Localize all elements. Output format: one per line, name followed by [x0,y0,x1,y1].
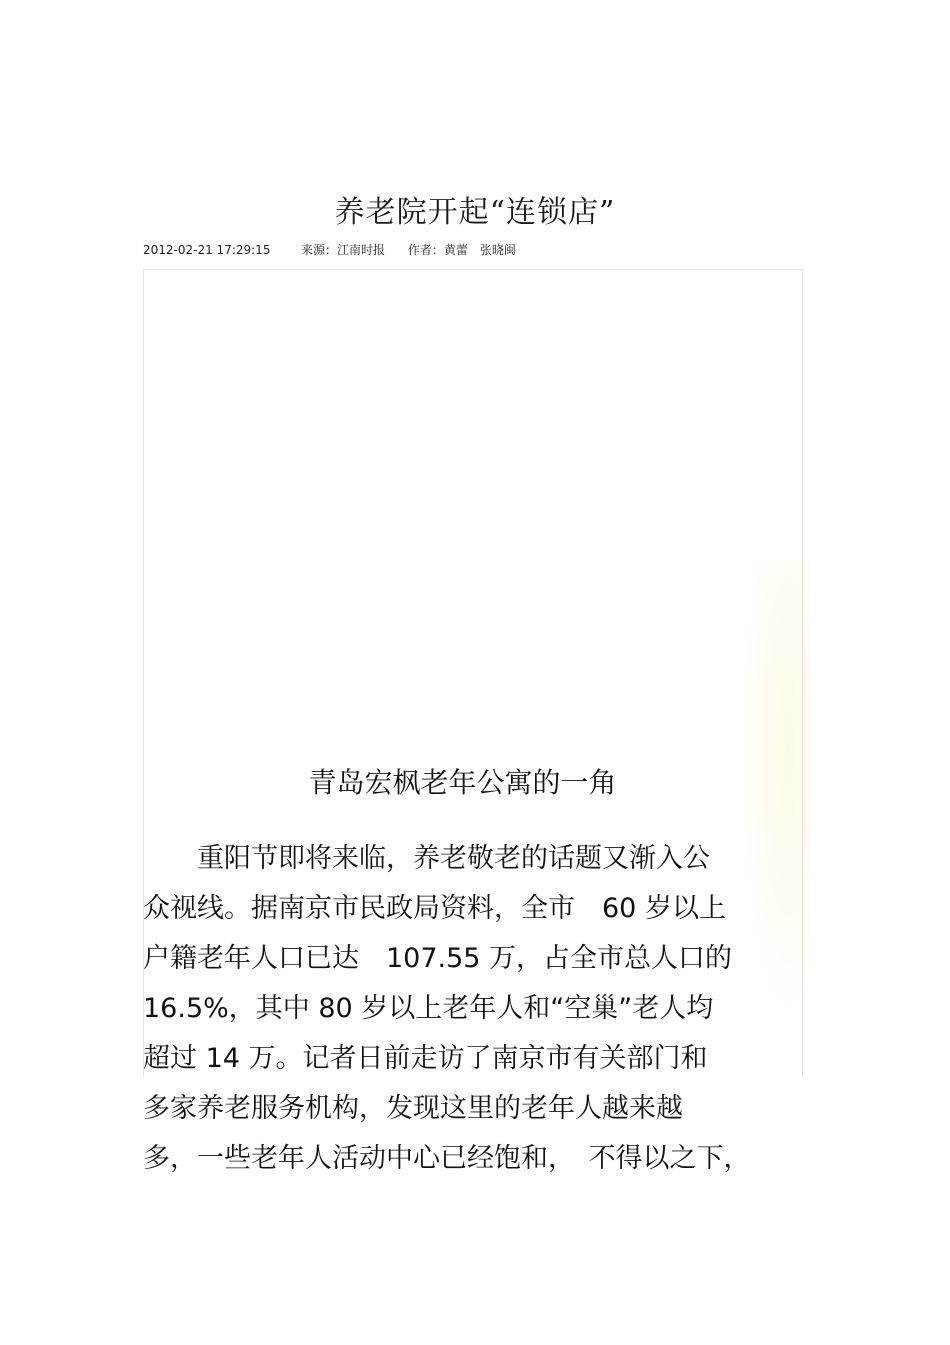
article-source: 来源：江南时报 [300,243,385,257]
body-line: 户籍老年人口已达 107.55 万，占全市总人口的 [143,943,733,974]
body-line: 多，一些老年人活动中心已经饱和， 不得以之下， [143,1143,751,1174]
body-line: 重阳节即将来临，养老敬老的话题又渐入公 [143,843,710,874]
article-meta [143,242,516,258]
body-line: 16.5%，其中 80 岁以上老年人和“空巢”老人均 [143,993,714,1024]
article-author: 作者：黄蕾 张晓闽 [407,243,516,257]
article-body [143,834,813,1184]
article-title: 养老院开起“连锁店” [334,195,616,230]
photo-caption: 青岛宏枫老年公寓的一角 [308,766,617,799]
publish-datetime: 2012-02-21 17:29:15 [143,243,271,257]
body-line: 超过 14 万。记者日前走访了南京市有关部门和 [143,1043,708,1074]
body-line: 多家养老服务机构，发现这里的老年人越来越 [143,1093,683,1124]
body-line: 众视线。据南京市民政局资料，全市 60 岁以上 [143,893,726,924]
